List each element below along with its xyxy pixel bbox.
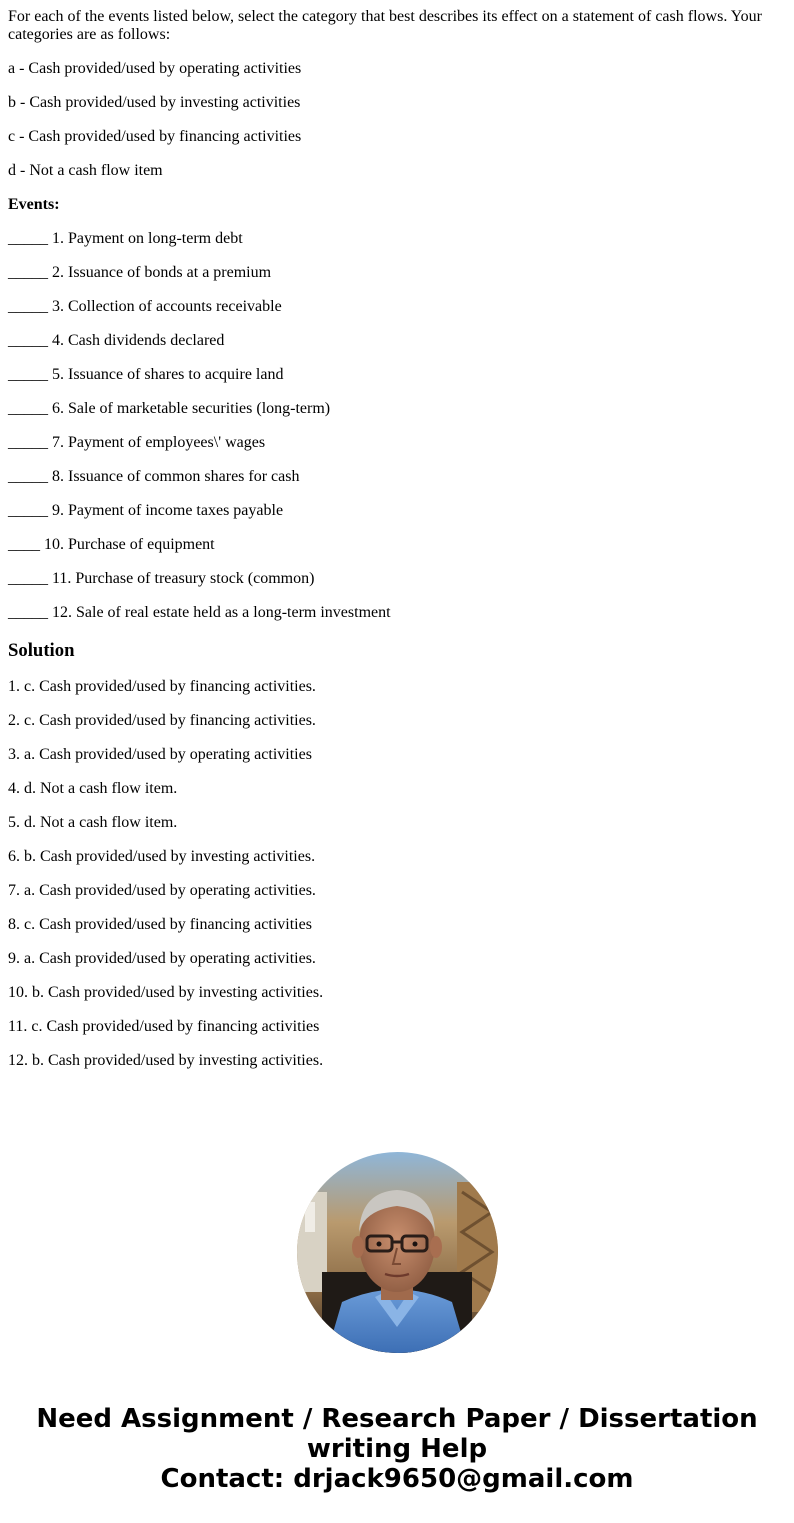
event-item-12: _____ 12. Sale of real estate held as a long-term investment — [8, 604, 391, 621]
answer-item-9: 9. a. Cash provided/used by operating activities. — [8, 950, 316, 967]
promo-contact: Contact: drjack9650@gmail.com — [160, 1464, 634, 1494]
event-item-2: _____ 2. Issuance of bonds at a premium — [8, 264, 272, 281]
category-d: d - Not a cash flow item — [8, 162, 163, 179]
event-item-11: _____ 11. Purchase of treasury stock (common) — [8, 570, 315, 587]
event-item-8: _____ 8. Issuance of common shares for cash — [8, 468, 300, 485]
answer-item-2: 2. c. Cash provided/used by financing activities. — [8, 712, 316, 729]
question-intro: For each of the events listed below, select the category that best describes its effect on a statement of cash flows. Your categories are as follows: — [8, 8, 762, 43]
event-item-6: _____ 6. Sale of marketable securities (long-term) — [8, 400, 331, 417]
category-b: b - Cash provided/used by investing activities — [8, 94, 301, 111]
answer-item-3: 3. a. Cash provided/used by operating activities — [8, 746, 312, 763]
answer-item-6: 6. b. Cash provided/used by investing activities. — [8, 848, 316, 865]
events-label: Events: — [8, 196, 60, 213]
event-item-1: _____ 1. Payment on long-term debt — [8, 230, 243, 247]
category-a: a - Cash provided/used by operating activities — [8, 60, 302, 77]
answer-item-10: 10. b. Cash provided/used by investing activities. — [8, 984, 324, 1001]
event-item-7: _____ 7. Payment of employees\' wages — [8, 434, 266, 451]
promo-banner — [0, 1404, 794, 1494]
event-item-5: _____ 5. Issuance of shares to acquire land — [8, 366, 284, 383]
page-content — [8, 8, 786, 1086]
answer-item-5: 5. d. Not a cash flow item. — [8, 814, 178, 831]
answer-item-4: 4. d. Not a cash flow item. — [8, 780, 178, 797]
avatar — [297, 1152, 498, 1353]
answer-item-1: 1. c. Cash provided/used by financing activities. — [8, 678, 316, 695]
answer-item-8: 8. c. Cash provided/used by financing activities — [8, 916, 312, 933]
event-item-9: _____ 9. Payment of income taxes payable — [8, 502, 284, 519]
promo-line-1: Need Assignment / Research Paper / Dissertation — [36, 1404, 758, 1434]
category-c: c - Cash provided/used by financing activities — [8, 128, 302, 145]
event-item-10: ____ 10. Purchase of equipment — [8, 536, 215, 553]
event-item-3: _____ 3. Collection of accounts receivable — [8, 298, 282, 315]
answer-item-12: 12. b. Cash provided/used by investing activities. — [8, 1052, 324, 1069]
answer-item-11: 11. c. Cash provided/used by financing activities — [8, 1018, 320, 1035]
promo-line-2: writing Help — [306, 1434, 488, 1464]
answer-item-7: 7. a. Cash provided/used by operating activities. — [8, 882, 316, 899]
solution-heading: Solution — [8, 640, 75, 661]
event-item-4: _____ 4. Cash dividends declared — [8, 332, 225, 349]
